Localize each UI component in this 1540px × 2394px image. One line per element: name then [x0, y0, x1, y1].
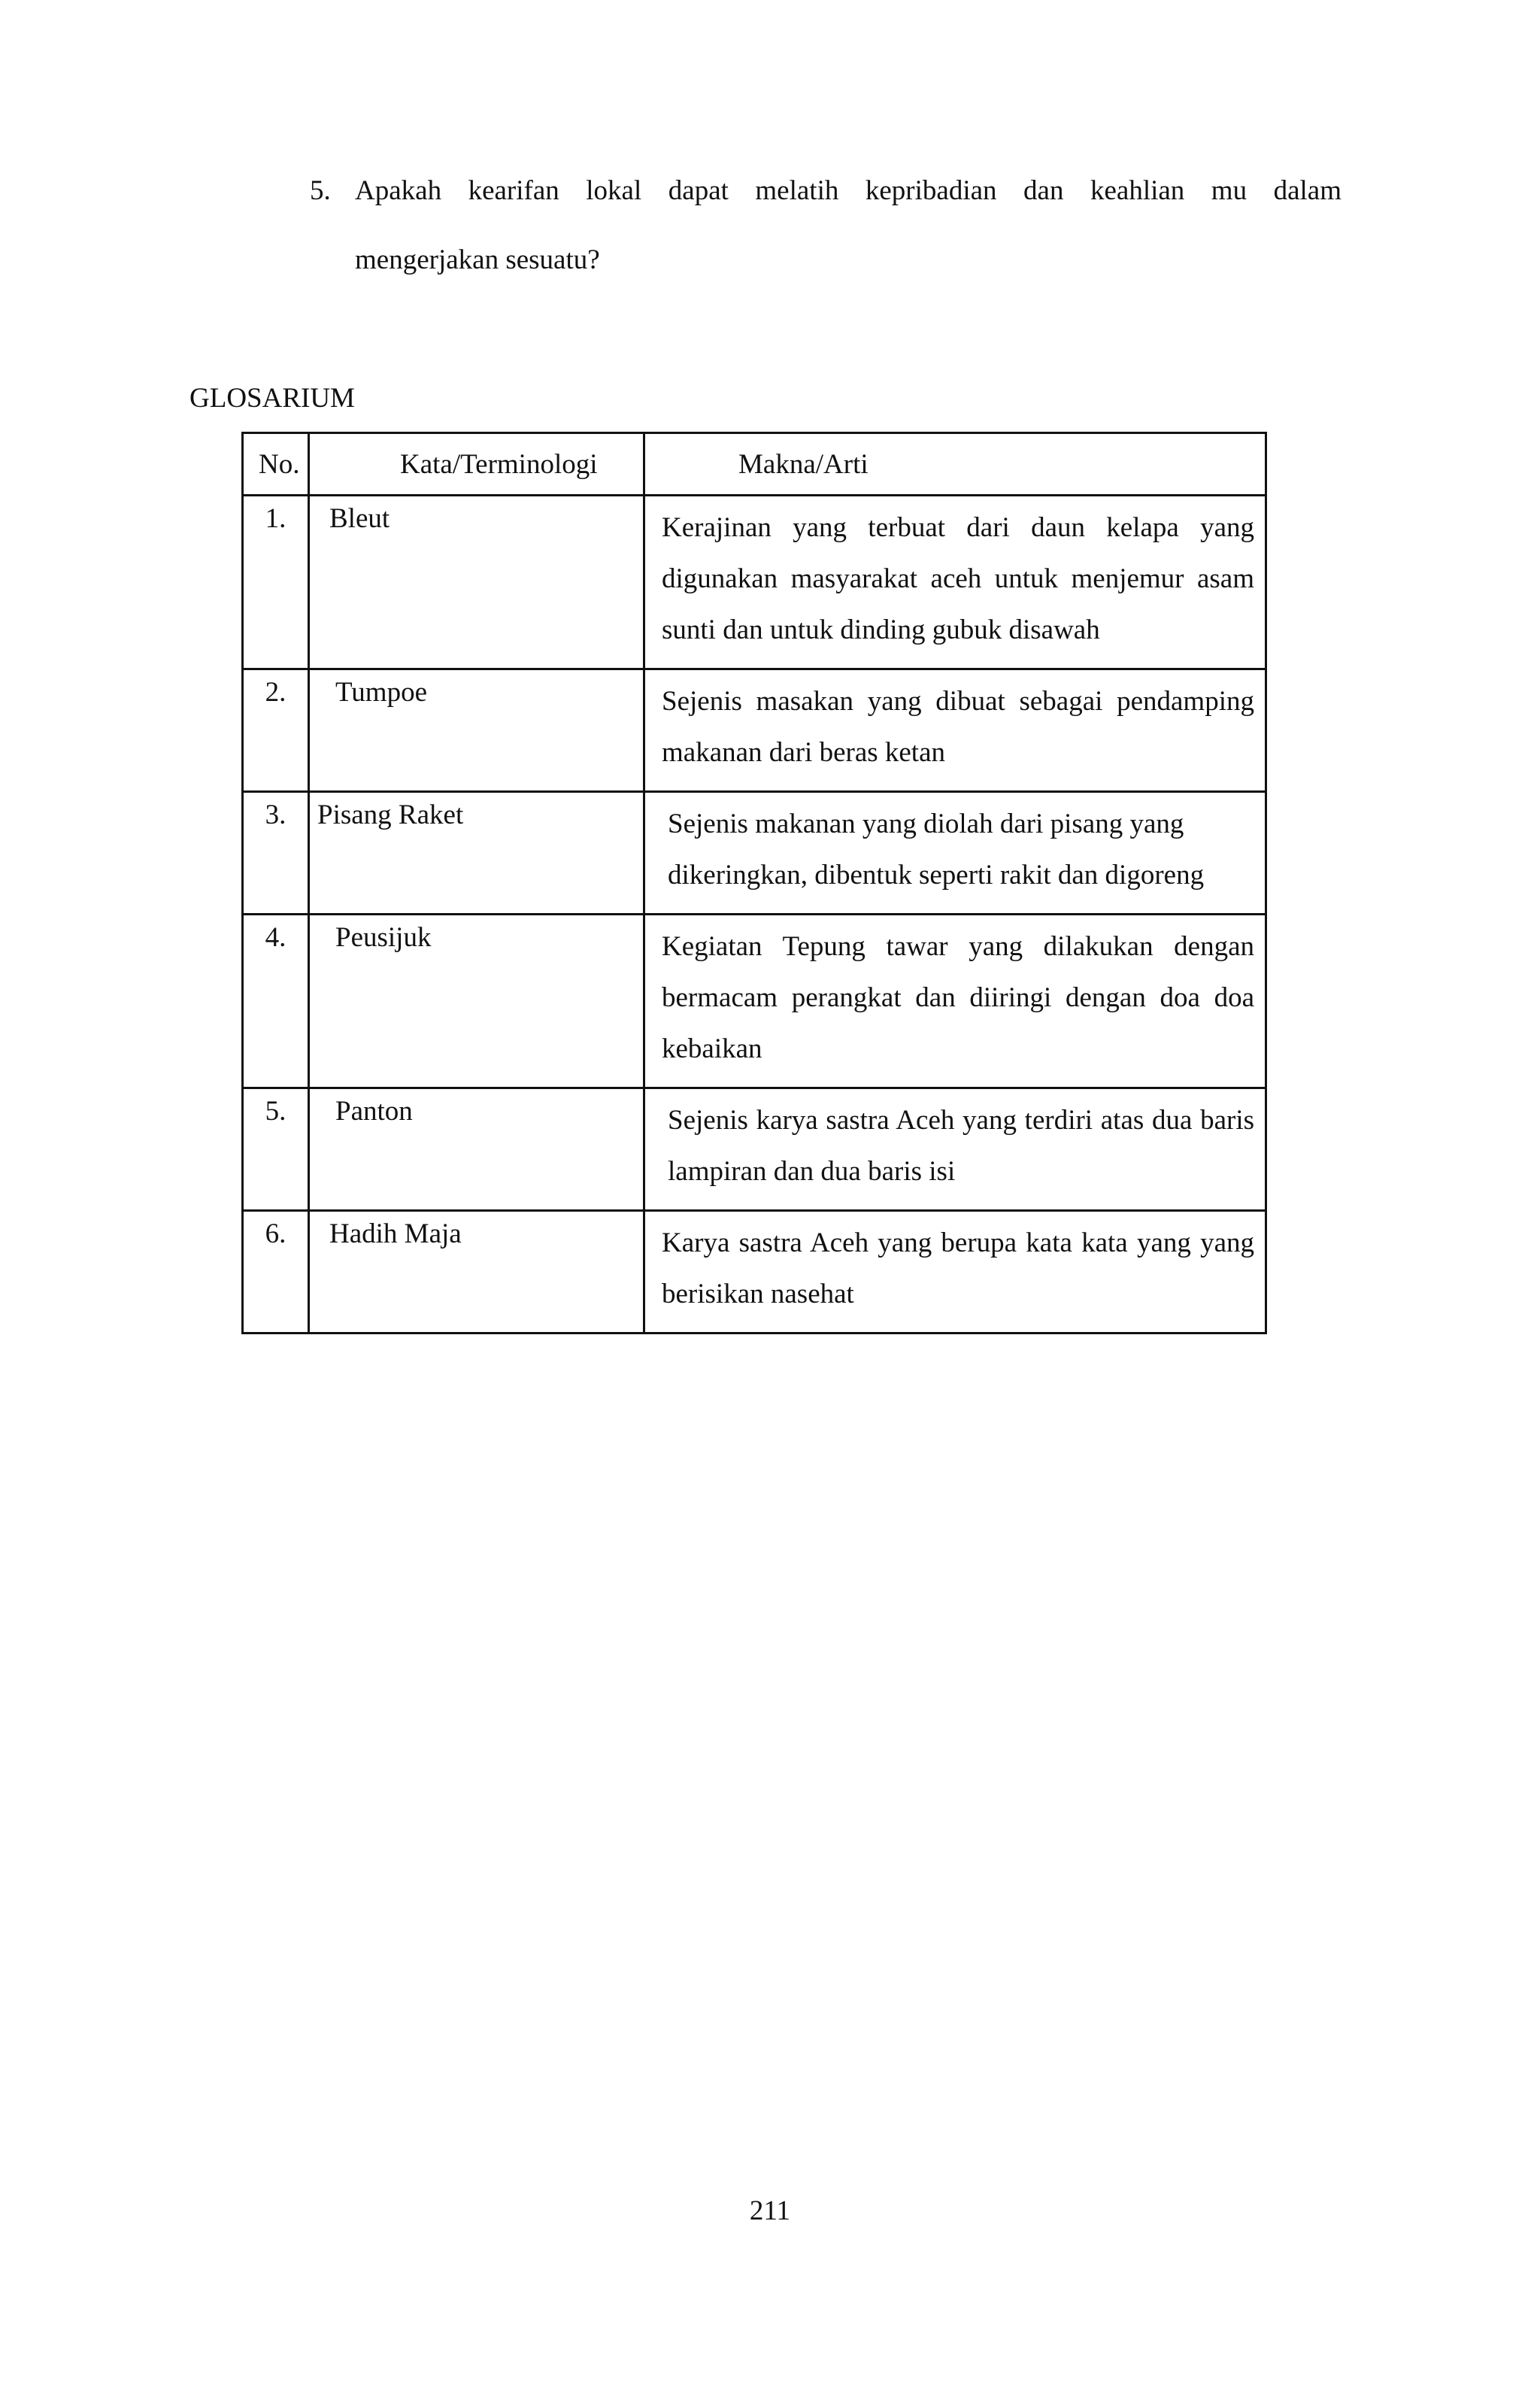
- question-number: 5.: [310, 175, 331, 206]
- row-meaning: Sejenis karya sastra Aceh yang terdiri atas dua baris lampiran dan dua baris isi: [644, 1088, 1266, 1211]
- row-meaning: Sejenis makanan yang diolah dari pisang yang dikeringkan, dibentuk seperti rakit dan digoreng: [644, 792, 1266, 915]
- glossary-title: GLOSARIUM: [189, 383, 355, 414]
- header-meaning: Makna/Arti: [644, 433, 1266, 496]
- row-number: 5.: [243, 1088, 309, 1211]
- table-row: [243, 1211, 1266, 1334]
- header-term: Kata/Terminologi: [309, 433, 644, 496]
- page-number: 211: [749, 2195, 791, 2226]
- row-term: Panton: [309, 1088, 644, 1211]
- question-text-line-1: Apakah kearifan lokal dapat melatih kepribadian dan keahlian mu dalam: [355, 175, 1341, 206]
- row-term: Hadih Maja: [309, 1211, 644, 1334]
- row-meaning: Kerajinan yang terbuat dari daun kelapa yang digunakan masyarakat aceh untuk menjemur asam sunti dan untuk dinding gubuk disawah: [644, 496, 1266, 669]
- table-row: [243, 669, 1266, 792]
- row-number: 2.: [243, 669, 309, 792]
- row-number: 6.: [243, 1211, 309, 1334]
- table-row: [243, 915, 1266, 1088]
- row-term: Peusijuk: [309, 915, 644, 1088]
- table-row: [243, 792, 1266, 915]
- table-header-row: [243, 433, 1266, 496]
- glossary-table: [241, 432, 1267, 1334]
- question-text-line-2: mengerjakan sesuatu?: [355, 244, 600, 275]
- row-term: Bleut: [309, 496, 644, 669]
- row-term: Tumpoe: [309, 669, 644, 792]
- table-row: [243, 1088, 1266, 1211]
- row-number: 4.: [243, 915, 309, 1088]
- row-meaning: Kegiatan Tepung tawar yang dilakukan dengan bermacam perangkat dan diiringi dengan doa doa kebaikan: [644, 915, 1266, 1088]
- row-meaning: Karya sastra Aceh yang berupa kata kata yang yang berisikan nasehat: [644, 1211, 1266, 1334]
- table-row: [243, 496, 1266, 669]
- row-number: 1.: [243, 496, 309, 669]
- row-meaning: Sejenis masakan yang dibuat sebagai pendamping makanan dari beras ketan: [644, 669, 1266, 792]
- row-term: Pisang Raket: [309, 792, 644, 915]
- header-no: No.: [243, 433, 309, 496]
- row-number: 3.: [243, 792, 309, 915]
